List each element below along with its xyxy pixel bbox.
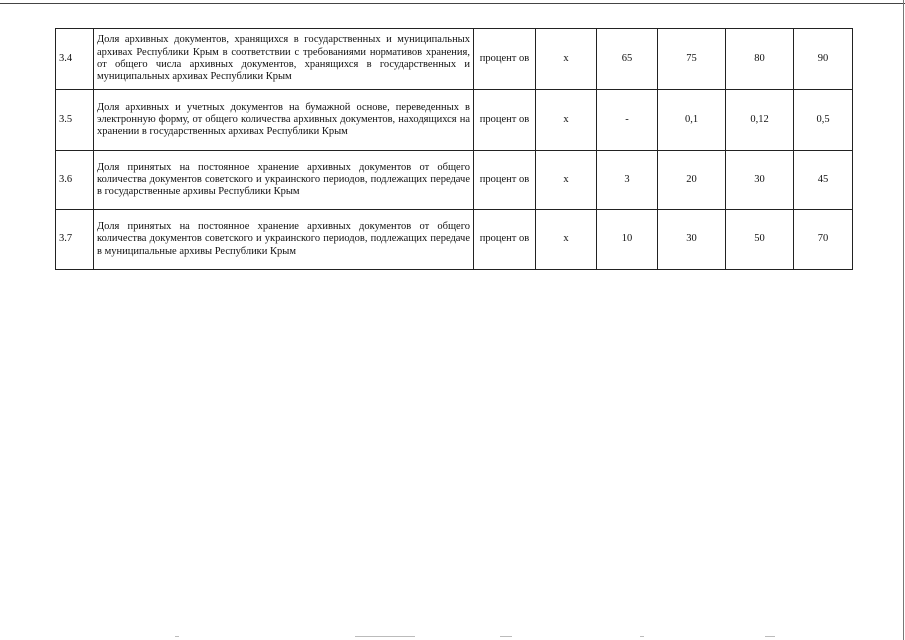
row-number: 3.6 [56, 151, 94, 210]
value-cell: - [597, 90, 658, 151]
value-cell: 0,5 [794, 90, 853, 151]
scan-speck [355, 636, 415, 637]
unit-cell: процент ов [474, 29, 536, 90]
table-row [56, 151, 853, 210]
value-cell: х [536, 29, 597, 90]
page-top-edge [0, 0, 905, 4]
indicator-name: Доля архивных и учетных документов на бумажной основе, переведенных в электронную форму, от общего количества архивных документов, находящихся на хранении в государственных архивах Республики Крым [94, 90, 474, 151]
value-cell: 20 [658, 151, 726, 210]
scan-speck [640, 636, 644, 637]
value-cell: 90 [794, 29, 853, 90]
value-cell: х [536, 90, 597, 151]
row-number: 3.7 [56, 210, 94, 270]
scan-speck [500, 636, 512, 637]
scan-speck [765, 636, 775, 637]
value-cell: х [536, 210, 597, 270]
value-cell: 30 [658, 210, 726, 270]
table-row [56, 90, 853, 151]
indicator-name: Доля принятых на постоянное хранение архивных документов от общего количества документов советского и украинского периодов, подлежащих передаче в муниципальные архивы Республики Крым [94, 210, 474, 270]
value-cell: 10 [597, 210, 658, 270]
value-cell: 30 [726, 151, 794, 210]
unit-cell: процент ов [474, 90, 536, 151]
row-number: 3.4 [56, 29, 94, 90]
value-cell: 80 [726, 29, 794, 90]
value-cell: 50 [726, 210, 794, 270]
value-cell: 3 [597, 151, 658, 210]
indicator-name: Доля архивных документов, хранящихся в государственных и муниципальных архивах Республики Крым в соответствии с требованиями нормативов хранения, от общего числа архивных документов, хранящихся в государственных и муниципальных архивах Республики Крым [94, 29, 474, 90]
scan-speck [175, 636, 179, 637]
value-cell: х [536, 151, 597, 210]
unit-cell: процент ов [474, 151, 536, 210]
scan-artifact-strip [0, 633, 905, 640]
value-cell: 70 [794, 210, 853, 270]
unit-cell: процент ов [474, 210, 536, 270]
indicators-table [55, 28, 853, 270]
value-cell: 65 [597, 29, 658, 90]
page-right-edge [903, 0, 904, 640]
indicator-name: Доля принятых на постоянное хранение архивных документов от общего количества документов советского и украинского периодов, подлежащих передаче в государственные архивы Республики Крым [94, 151, 474, 210]
value-cell: 45 [794, 151, 853, 210]
value-cell: 0,12 [726, 90, 794, 151]
table-row [56, 29, 853, 90]
value-cell: 75 [658, 29, 726, 90]
table-row [56, 210, 853, 270]
row-number: 3.5 [56, 90, 94, 151]
value-cell: 0,1 [658, 90, 726, 151]
